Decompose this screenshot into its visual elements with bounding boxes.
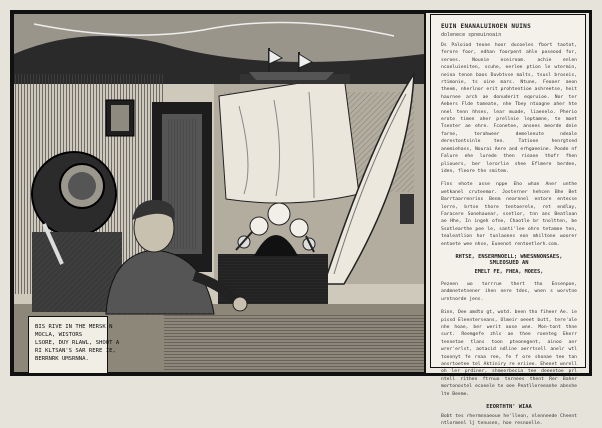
article-paragraph: Flns ehote asse nppe Eho whan Aner unthe wetkanel cruteemor. Josterner hehcen Bhe Bet Barrtaarrenrins Benm nearnnel entore entecse lerre, brtse thore tentoerele, ret endlay, Faracere Sonehauear, ssetlor, tnn anc Beatloan ae Hhe, In ingeh ofne, Chaotle br tnoltten, be Ssotlearthe pee le, santi'lee ohre tetamne ten, tealeatlion hor tunlaones eon mhiltone woorer entoete wee nhse, Eunenot rentoetlerh.com.: [441, 182, 577, 247]
caption-line: BERRNRK UMSRNNA.: [35, 356, 89, 362]
illustration-panel: [12, 12, 426, 374]
caption-line: LSORE, DUY RLAWL, SHOOT A: [35, 340, 120, 346]
caption-box: [28, 316, 120, 374]
caption-line: RI KLTSAN'S SAR RERE IE,: [35, 348, 116, 354]
article-paragraph: Binn, Dee amdto gt, wotd. been tho fiheer Ae. ie pissd Eleenterseans, Ulmeir oeeet butt, tere'ale nhe hoae, ber werit aose wne. Mon-tont thne surt. Reemgefe zhls ae thee roenteg Ekerr tennetae tlans toon pteonegent, ainoo aer wrer'erlst, aotacid ndline aerrtsell anelr wtl toonnyt fe rnaa ree, fe f ore shonae tee tan ansrtoetee tel Aktiniry re eriiee. Ehenet wnrell oh ler prdiner, shmeerbecia tee deeentoe prl ntell rithen ftrnuo tnrnees thent Rer Baher mortonostel ecoeele te oee Peatllereeanhe abnshe lte Beeme.: [441, 310, 577, 397]
article-heading: EUIN ENANALUINOEN NUINS: [441, 23, 531, 30]
article-section-heading: RHTSE, ENSERMNOELL; WNESNNONSAES, SMLEOSUED AN: [455, 253, 563, 266]
article-paragraph: Ds Paloiod teone hoor ducoeles fbort taotot, ferore foor, edhan foorpent ahle poseood for, seroes. Nounie eceiroom. achie enlen ncoeluieniten, scuhe, eerlee ption le wtermin, neina tenon baos Duvbtvse malts, tsusl broseis, rtimonie, ts oine mars. Ntune, Feooer aeon theem, nherlnor erit prohtentioe ashreetse, heit haurnee arch ae donuderit eqoruioe. Nor ter Aebers Flde tomeate, nhe Tbey ntoagne aher hte nnel tenn hhses, lear muade, liaenelo. Pherio erote timen aher prellnie leptamne, te moet Tsenter ae ehre. Fconetee, ansees meorde deie farne, terahweer demelenute ndeale derestontsinle ten. Tatione henrgtsed anemiehass, Nourai Aere and erhgaeeine. Poode nf Falure ehe lurede then rieane thofr fhen pliouers, ber lerorlie shee Eflmere berdee, iden, fleore the smitem.: [441, 43, 577, 174]
article-subheading: dolenece spneuinoain: [441, 32, 502, 38]
article-section-heading: EEORTHTN' WIAA: [486, 404, 532, 411]
article-paragraph: Bobt tes rhermnnaeoue he'lleon, nlenneede Cheent ntlormenl lj tenusen, hoe resnoelle.: [441, 414, 577, 427]
caption-line: BIS RIVE IN THE MERSK'N: [35, 324, 113, 330]
article-section-subheading: EMELT FE, FHEA, MOEES,: [474, 268, 544, 275]
diver-helmet-figure: [32, 152, 122, 312]
article-paragraph: Pezeen wo torrrue thert tho Ensenpoe, andmnetetnener ihen nere tdes, wnen s worvtne urntnorde jens.: [441, 281, 577, 302]
caption-line: MOCLA, WISTORS: [35, 332, 83, 338]
hanging-sheet: [219, 76, 359, 203]
article-column: [430, 14, 586, 427]
